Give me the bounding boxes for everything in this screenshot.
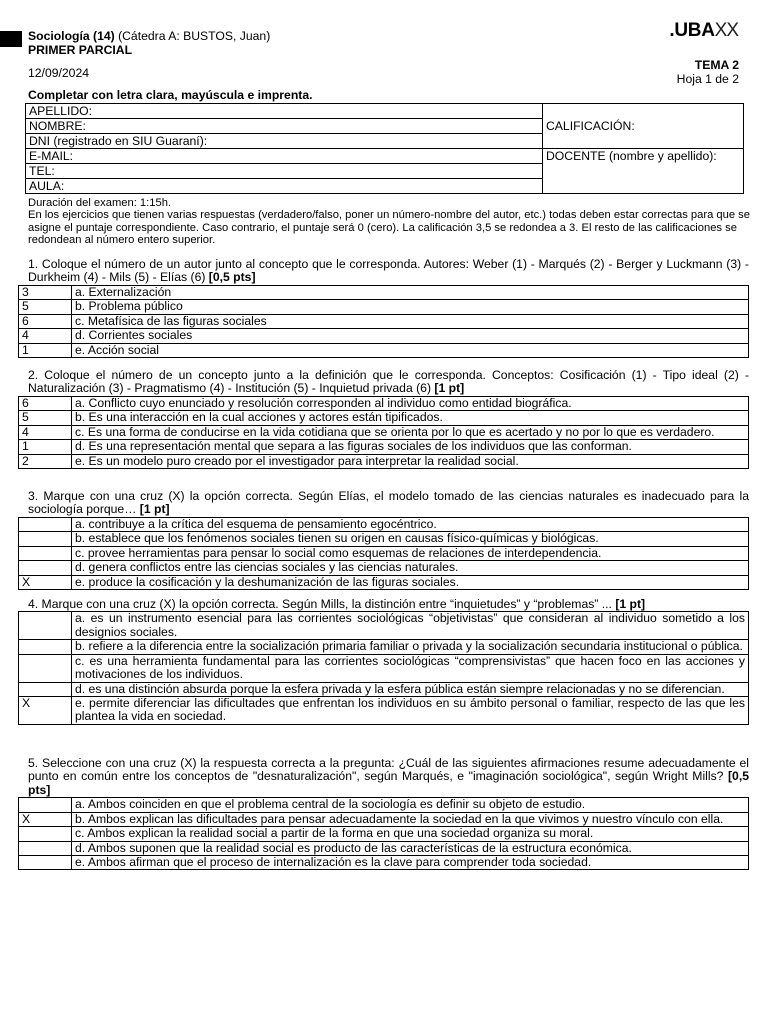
answer-cell[interactable]: X (19, 696, 72, 724)
uba-logo (669, 20, 738, 42)
question-3 (18, 490, 749, 590)
question-text (18, 258, 749, 285)
answer-cell[interactable] (19, 612, 72, 640)
answer-cell[interactable]: 5 (19, 411, 72, 425)
option-text: b. Ambos explican las dificultades para pensar adecuadamente la sociedad en la que vivimos y nuestro vínculo con ella. (72, 812, 749, 826)
table-row (19, 454, 749, 468)
course-name: Sociología (14) (28, 29, 115, 43)
option-text: c. Ambos explican la realidad social a partir de la forma en que una sociedad organiza su moral. (72, 827, 749, 841)
course-chair: (Cátedra A: BUSTOS, Juan) (114, 29, 271, 43)
table-row (19, 827, 749, 841)
option-text: a. Externalización (72, 285, 749, 299)
option-text: d. Corrientes sociales (72, 329, 749, 343)
option-text: a. Ambos coinciden en que el problema central de la sociología es definir su objeto de estudio. (72, 798, 749, 812)
table-row (19, 612, 749, 640)
option-text: e. Acción social (72, 343, 749, 357)
question-text (18, 490, 749, 517)
exam-date: 12/09/2024 (28, 66, 89, 80)
logo-suffix: XX (714, 20, 738, 41)
option-text: e. Es un modelo puro creado por el investigador para interpretar la realidad social. (72, 454, 749, 468)
answer-cell[interactable]: 4 (19, 329, 72, 343)
student-id-form (25, 103, 744, 194)
option-text: d. es una distinción absurda porque la esfera privada y la esfera pública están siempre relacionadas y no se diferencian. (72, 682, 749, 696)
question-points: [1 pt] (434, 381, 465, 396)
answer-cell[interactable] (19, 654, 72, 682)
field-docente: DOCENTE (nombre y apellido): (543, 149, 744, 194)
table-row (19, 425, 749, 439)
table-row (19, 285, 749, 299)
question-points: [1 pt] (615, 597, 646, 611)
option-text: d. genera conflictos entre las ciencias sociales y las ciencias naturales. (72, 561, 749, 575)
table-row (19, 654, 749, 682)
option-text: b. Problema público (72, 300, 749, 314)
option-text: e. Ambos afirman que el proceso de internalización es la clave para comprender toda sociedad. (72, 855, 749, 869)
question-1 (18, 258, 749, 358)
table-row (19, 314, 749, 328)
question-prompt: 5. Seleccione con una cruz (X) la respuesta correcta a la pregunta: ¿Cuál de las siguientes afirmaciones resume adecuadamente el punto en común entre los conceptos de "desnaturalización", según Marqués, e "imaginación sociológica", según Wright Mills? (28, 756, 749, 784)
exam-title: PRIMER PARCIAL (28, 43, 133, 58)
field-apellido[interactable]: APELLIDO: (26, 104, 543, 119)
form-instruction: Completar con letra clara, mayúscula e imprenta. (28, 88, 313, 102)
answer-cell[interactable] (19, 517, 72, 531)
answer-table (18, 285, 749, 358)
table-row (19, 575, 749, 589)
option-text: c. es una herramienta fundamental para las corrientes sociológicas “comprensivistas” que hacen foco en las acciones y motivaciones de los individuos. (72, 654, 749, 682)
table-row (19, 682, 749, 696)
field-tel[interactable]: TEL: (26, 164, 543, 179)
option-text: d. Es una representación mental que separa a las figuras sociales de los individuos que las conforman. (72, 440, 749, 454)
answer-cell[interactable]: 6 (19, 396, 72, 410)
table-row (19, 396, 749, 410)
option-text: a. es un instrumento esencial para las corrientes sociológicas “objetivistas” que consideran al individuo sometido a los designios sociales. (72, 612, 749, 640)
table-row (19, 343, 749, 357)
exam-notes (28, 197, 750, 246)
answer-cell[interactable] (19, 827, 72, 841)
option-text: b. establece que los fenómenos sociales tienen su origen en causas físico-químicas y biológicas. (72, 532, 749, 546)
option-text: a. Conflicto cuyo enunciado y resolución corresponden al individuo como entidad biográfica. (72, 396, 749, 410)
answer-table (18, 797, 749, 870)
option-text: d. Ambos suponen que la realidad social es producto de las características de la estructura económica. (72, 841, 749, 855)
table-row (19, 532, 749, 546)
answer-table (18, 396, 749, 469)
table-row (19, 517, 749, 531)
answer-cell[interactable] (19, 532, 72, 546)
field-nombre[interactable]: NOMBRE: (26, 119, 543, 134)
question-5 (18, 757, 749, 870)
question-4 (18, 598, 749, 725)
table-row (19, 329, 749, 343)
tema-label: TEMA 2 (694, 58, 739, 72)
table-row (19, 440, 749, 454)
table-row (19, 300, 749, 314)
answer-cell[interactable]: 3 (19, 285, 72, 299)
course-line (28, 29, 270, 43)
field-email[interactable]: E-MAIL: (26, 149, 543, 164)
answer-cell[interactable]: 1 (19, 343, 72, 357)
answer-cell[interactable]: 5 (19, 300, 72, 314)
margin-bar (0, 31, 22, 47)
answer-cell[interactable]: 4 (19, 425, 72, 439)
option-text: b. Es una interacción en la cual acciones y actores están tipificados. (72, 411, 749, 425)
option-text: c. Metafísica de las figuras sociales (72, 314, 749, 328)
answer-cell[interactable]: 1 (19, 440, 72, 454)
question-text (18, 369, 749, 396)
field-dni[interactable]: DNI (registrado en SIU Guaraní): (26, 134, 543, 149)
option-text: c. provee herramientas para pensar lo social como esquemas de relaciones de interdependencia. (72, 546, 749, 560)
table-row (19, 798, 749, 812)
tema-block (677, 58, 739, 86)
answer-cell[interactable] (19, 546, 72, 560)
answer-table (18, 611, 749, 724)
question-prompt: 4. Marque con una cruz (X) la opción correcta. Según Mills, la distinción entre “inquietudes” y “problemas” ... (28, 597, 616, 611)
answer-cell[interactable] (19, 841, 72, 855)
option-text: a. contribuye a la crítica del esquema de pensamiento egocéntrico. (72, 517, 749, 531)
exam-header (28, 29, 270, 57)
question-prompt: 2. Coloque el número de un concepto junto a la definición que le corresponda. Conceptos: Cosificación (1) - Tipo ideal (2) - Naturalización (3) - Pragmatismo (4) - Institución (5) - Inquietud privada (6) (28, 368, 749, 396)
table-row (19, 411, 749, 425)
table-row (19, 841, 749, 855)
question-points: [0,5 pts] (208, 270, 256, 285)
answer-cell[interactable]: 2 (19, 454, 72, 468)
answer-cell[interactable] (19, 798, 72, 812)
answer-cell[interactable] (19, 855, 72, 869)
question-points: [0,5 pts] (28, 769, 749, 797)
question-text (18, 598, 749, 611)
answer-cell[interactable] (19, 682, 72, 696)
page-count: Hoja 1 de 2 (676, 72, 739, 87)
logo-text: .UBA (669, 20, 715, 41)
answer-cell[interactable]: 6 (19, 314, 72, 328)
question-prompt: 3. Marque con una cruz (X) la opción correcta. Según Elías, el modelo tomado de las ciencias naturales es inadecuado para la sociología porque… (28, 489, 749, 517)
field-aula[interactable]: AULA: (26, 179, 543, 194)
answer-cell[interactable] (19, 640, 72, 654)
question-prompt: 1. Coloque el número de un autor junto al concepto que le corresponda. Autores: Weber (1) - Marqués (2) - Berger y Luckmann (3) - Durkheim (4) - Mils (5) - Elías (6) (28, 257, 749, 285)
answer-cell[interactable] (19, 561, 72, 575)
field-calificacion: CALIFICACIÓN: (543, 104, 744, 149)
question-points: [1 pt] (139, 502, 170, 517)
option-text: b. refiere a la diferencia entre la socialización primaria familiar o privada y la socialización secundaria institucional o pública. (72, 640, 749, 654)
table-row (19, 812, 749, 826)
question-text (18, 757, 749, 797)
answer-cell[interactable]: X (19, 812, 72, 826)
table-row (19, 855, 749, 869)
answer-cell[interactable]: X (19, 575, 72, 589)
answer-table (18, 517, 749, 590)
question-2 (18, 369, 749, 469)
option-text: c. Es una forma de conducirse en la vida cotidiana que se orienta por lo que es acertado y no por lo que es verdadero. (72, 425, 749, 439)
table-row (19, 640, 749, 654)
table-row (19, 696, 749, 724)
table-row (19, 561, 749, 575)
duration-note: Duración del examen: 1:15h. (28, 197, 172, 209)
table-row (19, 546, 749, 560)
grading-rules: En los ejercicios que tienen varias respuestas (verdadero/falso, poner un número-nombre del autor, etc.) todas deben estar correctas para que se asigne el puntaje correspondiente. Caso contrario, el puntaje será 0 (cero). La calificación 3,5 se redondea a 3. El resto de las calificaciones se redondean al número entero superior. (28, 209, 750, 246)
option-text: e. produce la cosificación y la deshumanización de las figuras sociales. (72, 575, 749, 589)
option-text: e. permite diferenciar las dificultades que enfrentan los individuos en su ámbito personal o familiar, respecto de las que les plantea la vida en sociedad. (72, 696, 749, 724)
